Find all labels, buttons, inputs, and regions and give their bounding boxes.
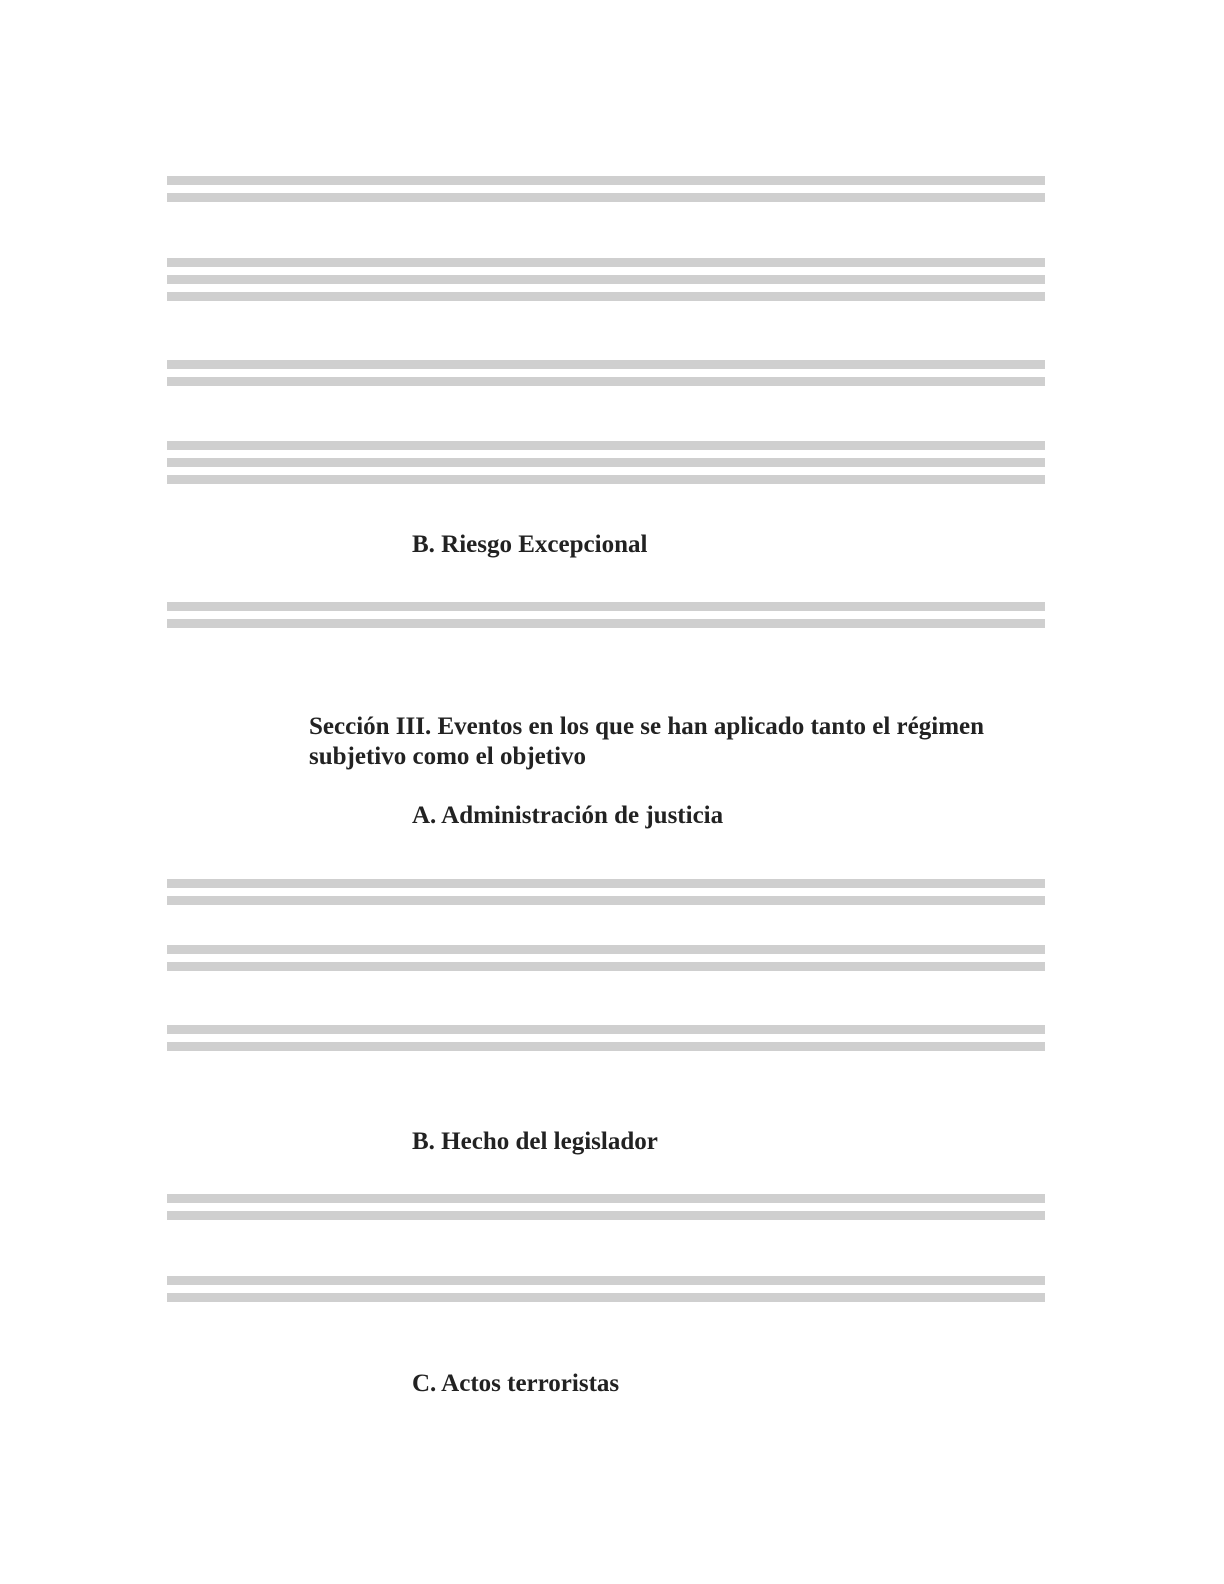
section-iii-heading: Sección III. Eventos en los que se han aplicado tanto el régimen subjetivo como el objetivo (309, 713, 985, 770)
reference-2a (167, 602, 1045, 636)
reference-3b (167, 945, 1045, 979)
heading-administracion-justicia: A. Administración de justicia (412, 802, 724, 829)
heading-actos-terroristas: C. Actos terroristas (412, 1370, 620, 1397)
reference-3c (167, 1025, 1045, 1059)
reference-1d (167, 441, 1045, 492)
heading-hecho-legislador: B. Hecho del legislador (412, 1128, 658, 1155)
reference-1c (167, 360, 1045, 394)
reference-4a (167, 1194, 1045, 1228)
reference-4b (167, 1276, 1045, 1310)
reference-1b (167, 258, 1045, 309)
reference-3a (167, 879, 1045, 913)
heading-riesgo-excepcional: B. Riesgo Excepcional (412, 531, 648, 558)
reference-1a (167, 176, 1045, 210)
